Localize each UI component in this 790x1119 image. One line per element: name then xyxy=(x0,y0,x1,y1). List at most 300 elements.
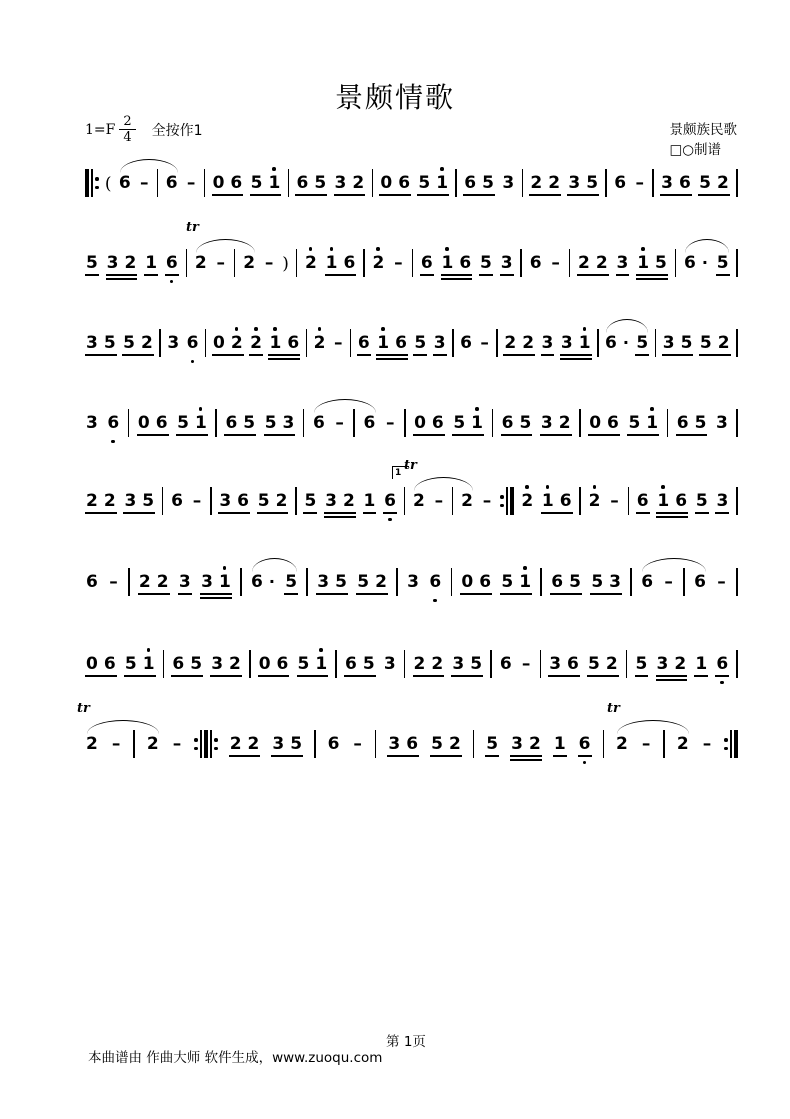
music-line-2 xyxy=(85,220,738,290)
barline xyxy=(452,329,454,357)
note-digit: 5 xyxy=(636,333,649,353)
octave-dot-above xyxy=(381,327,385,331)
octave-dot-below xyxy=(720,681,724,685)
note xyxy=(123,490,155,514)
note-digit: 0 xyxy=(258,654,271,674)
note-digit: 2 xyxy=(146,734,159,754)
barline xyxy=(204,169,206,197)
note-digit: 1 xyxy=(519,571,531,593)
note xyxy=(85,733,99,755)
note xyxy=(636,252,668,280)
octave-dot-above xyxy=(223,566,227,570)
music-line-4 xyxy=(85,386,738,450)
note xyxy=(178,571,192,595)
note xyxy=(683,252,709,274)
slur-arc xyxy=(685,239,729,253)
duration-dash: – xyxy=(111,734,121,754)
note xyxy=(510,733,542,761)
note xyxy=(529,252,543,274)
duration-dash: – xyxy=(610,491,619,511)
note-digit: 6 xyxy=(172,654,185,674)
note-digit: 6 xyxy=(551,572,564,592)
note-digit: 1 xyxy=(219,571,231,593)
slur-arc xyxy=(617,720,689,734)
note-digit: 1 xyxy=(471,412,483,434)
note xyxy=(303,490,317,514)
octave-dot-above xyxy=(523,566,527,570)
note xyxy=(171,653,203,677)
trill-mark: tr xyxy=(186,220,199,235)
octave-dot-below xyxy=(583,761,587,765)
note-digit: 3 xyxy=(716,413,728,433)
octave-dot-below xyxy=(191,360,195,364)
barline xyxy=(569,249,571,277)
note xyxy=(656,653,688,681)
note-digit: 6 xyxy=(605,333,617,353)
note-digit: 6 xyxy=(479,572,492,592)
note-digit: 2 xyxy=(229,654,241,674)
octave-dot-above xyxy=(273,327,277,331)
note xyxy=(324,490,356,518)
note-digit: 2 xyxy=(413,491,425,511)
note-digit: 6 xyxy=(431,413,444,433)
note xyxy=(165,252,179,276)
barline xyxy=(363,249,365,277)
duration-dash: – xyxy=(172,734,182,754)
note xyxy=(463,172,495,196)
barline xyxy=(240,568,242,596)
note xyxy=(699,332,731,356)
note-digit: 6 xyxy=(460,333,472,353)
note xyxy=(616,252,630,276)
note-digit: 6 xyxy=(86,572,98,592)
barline xyxy=(162,487,164,515)
barline xyxy=(163,650,165,678)
barline xyxy=(372,169,374,197)
note-digit: 3 xyxy=(388,734,401,754)
note-digit: 2 xyxy=(250,332,262,354)
note-digit: 2 xyxy=(352,173,365,193)
note-digit: 1 xyxy=(442,252,454,274)
note-digit: 2 xyxy=(521,490,533,512)
time-signature-numerator: 2 xyxy=(119,114,135,130)
note-digit: 0 xyxy=(589,413,602,433)
note xyxy=(695,490,709,514)
note-digit: 5 xyxy=(297,654,310,674)
note-digit: 6 xyxy=(225,413,238,433)
octave-dot-below xyxy=(170,280,174,284)
note xyxy=(344,653,376,677)
note-digit: 2 xyxy=(413,654,426,674)
music-line-8 xyxy=(77,701,738,771)
note-digit: 1 xyxy=(542,490,554,512)
duration-dash: – xyxy=(385,413,395,433)
octave-dot-above xyxy=(376,247,380,251)
note xyxy=(541,332,555,356)
note xyxy=(553,733,567,757)
note-digit: 5 xyxy=(680,333,693,353)
octave-dot-above xyxy=(199,407,203,411)
barline xyxy=(603,730,605,758)
note xyxy=(627,412,659,436)
note xyxy=(541,490,573,514)
barline xyxy=(295,487,297,515)
note-digit: 5 xyxy=(588,654,600,674)
note-digit: 3 xyxy=(106,253,119,273)
note xyxy=(548,653,580,677)
note-digit: 2 xyxy=(305,252,317,274)
note xyxy=(186,332,200,354)
song-title: 景颇情歌 xyxy=(334,81,455,114)
note xyxy=(693,571,707,593)
note-digit: 1 xyxy=(269,332,281,354)
note xyxy=(376,332,408,360)
note-digit: 2 xyxy=(717,333,730,353)
note-digit: 2 xyxy=(558,413,571,433)
octave-dot-above xyxy=(546,485,550,489)
barline xyxy=(128,568,130,596)
note-digit: 3 xyxy=(560,333,573,353)
note-digit: 5 xyxy=(519,413,532,433)
note-digit: 5 xyxy=(486,734,499,754)
barline xyxy=(205,329,207,357)
note xyxy=(138,571,170,595)
slur-arc xyxy=(252,558,297,572)
note-digit: 6 xyxy=(579,733,591,755)
barline xyxy=(630,568,632,596)
note-digit: 5 xyxy=(431,734,443,754)
note-digit: 2 xyxy=(342,491,355,511)
barline xyxy=(404,650,406,678)
note-digit: 6 xyxy=(529,253,542,273)
note xyxy=(146,733,160,755)
duration-dash: – xyxy=(551,253,560,273)
barline xyxy=(579,409,581,437)
repeat-sign xyxy=(194,730,218,758)
note-digit: 2 xyxy=(124,253,137,273)
note-digit: 2 xyxy=(373,252,385,274)
note xyxy=(420,252,434,276)
note xyxy=(257,490,289,514)
note-digit: 5 xyxy=(86,253,98,273)
note-digit: 3 xyxy=(272,734,285,754)
octave-dot-above xyxy=(650,407,654,411)
note xyxy=(715,412,729,434)
note-digit: 2 xyxy=(448,734,461,754)
octave-dot-above xyxy=(440,167,444,171)
note xyxy=(499,653,513,675)
note-digit: 2 xyxy=(589,490,601,512)
note-digit: 3 xyxy=(317,572,330,592)
note-digit: 0 xyxy=(380,173,393,193)
note-digit: 0 xyxy=(414,413,426,433)
repeat-sign xyxy=(85,169,99,197)
note xyxy=(567,172,599,196)
note xyxy=(479,252,493,276)
note-digit: 6 xyxy=(567,654,579,674)
barline xyxy=(540,650,542,678)
note-digit: 5 xyxy=(418,173,431,193)
note xyxy=(210,653,242,677)
note-digit: 2 xyxy=(141,333,153,353)
note xyxy=(229,733,261,757)
note-digit: 6 xyxy=(343,253,356,273)
note-digit: 6 xyxy=(395,333,407,353)
note xyxy=(85,412,99,434)
barline xyxy=(736,487,738,515)
note-digit: 3 xyxy=(86,333,98,353)
token-row xyxy=(85,332,738,360)
note xyxy=(560,332,592,360)
note-digit: 2 xyxy=(275,491,288,511)
token-row xyxy=(85,412,738,437)
note-digit: 5 xyxy=(250,173,263,193)
note-digit: 1 xyxy=(646,412,658,434)
note-digit: 5 xyxy=(243,413,256,433)
note-digit: 6 xyxy=(716,653,728,675)
note xyxy=(662,332,694,356)
note xyxy=(540,412,572,436)
barline xyxy=(303,409,305,437)
note-digit: 6 xyxy=(420,253,433,273)
barline xyxy=(628,487,630,515)
note xyxy=(503,332,535,356)
note-digit: 5 xyxy=(628,413,641,433)
note-digit: 2 xyxy=(674,654,687,674)
note xyxy=(413,332,427,356)
note xyxy=(165,172,179,194)
note-digit: 2 xyxy=(243,253,256,273)
note-digit: 2 xyxy=(431,654,444,674)
duration-dash: – xyxy=(394,253,403,273)
barline xyxy=(314,730,316,758)
note xyxy=(459,332,473,354)
note-digit: 2 xyxy=(717,173,729,193)
note xyxy=(363,490,377,514)
note xyxy=(615,733,629,755)
octave-dot-below xyxy=(111,440,115,444)
barline xyxy=(522,169,524,197)
barline xyxy=(375,730,377,758)
augmentation-dot: · xyxy=(701,253,708,272)
duration-dash: – xyxy=(641,734,651,754)
barline xyxy=(210,487,212,515)
note-digit: 6 xyxy=(103,654,116,674)
note xyxy=(218,490,250,514)
barline xyxy=(736,568,738,596)
note xyxy=(249,332,263,356)
note-digit: 2 xyxy=(676,734,689,754)
duration-dash: – xyxy=(664,572,673,592)
note-digit: 0 xyxy=(86,654,98,674)
note xyxy=(460,571,492,595)
octave-dot-above xyxy=(147,648,151,652)
note xyxy=(85,490,117,514)
note xyxy=(501,412,533,436)
note-digit: 6 xyxy=(406,734,419,754)
note-digit: 5 xyxy=(699,173,712,193)
note xyxy=(613,172,627,194)
note xyxy=(587,653,619,677)
note-digit: 2 xyxy=(86,491,98,511)
note-digit: 3 xyxy=(549,654,562,674)
note xyxy=(716,252,730,276)
augmentation-dot: · xyxy=(622,333,629,352)
note-digit: 2 xyxy=(86,734,98,754)
note-digit: 6 xyxy=(459,253,472,273)
note-digit: 3 xyxy=(662,333,675,353)
key-signature: 1=F xyxy=(85,121,116,138)
note-digit: 1 xyxy=(637,252,649,274)
note-digit: 3 xyxy=(656,654,669,674)
note xyxy=(268,332,300,360)
note-digit: 5 xyxy=(501,572,514,592)
note xyxy=(636,490,650,514)
duration-dash: – xyxy=(434,491,444,511)
note-digit: 1 xyxy=(436,172,448,194)
note-digit: 3 xyxy=(86,413,98,433)
note-digit: 2 xyxy=(194,253,207,273)
note xyxy=(387,733,419,757)
barline xyxy=(452,487,454,515)
note xyxy=(242,252,256,274)
credit-transcriber: □○制谱 xyxy=(669,142,722,158)
note-digit: 5 xyxy=(586,173,599,193)
note-digit: 6 xyxy=(501,413,514,433)
note-digit: 5 xyxy=(290,734,303,754)
note-digit: 6 xyxy=(429,571,441,593)
barline xyxy=(736,249,738,277)
note-digit: 3 xyxy=(334,173,347,193)
note xyxy=(500,252,514,276)
note-digit: 3 xyxy=(211,654,224,674)
note-digit: 6 xyxy=(675,491,688,511)
note-digit: 3 xyxy=(167,333,180,353)
octave-dot-above xyxy=(583,327,587,331)
barline xyxy=(683,568,685,596)
token-row xyxy=(85,490,738,518)
note-digit: 1 xyxy=(268,172,280,194)
barline xyxy=(306,568,308,596)
note xyxy=(372,252,386,274)
barline xyxy=(496,329,498,357)
note xyxy=(656,490,688,518)
note-digit: 6 xyxy=(641,572,654,592)
note-digit: 5 xyxy=(124,654,137,674)
note-digit: 1 xyxy=(657,490,669,512)
slur-paren: ) xyxy=(282,254,289,274)
note-digit: 5 xyxy=(482,173,494,193)
token-row xyxy=(85,172,738,197)
note xyxy=(501,172,515,194)
note xyxy=(316,571,348,595)
page-number: 第 1页 xyxy=(386,1034,426,1050)
note-digit: 3 xyxy=(540,413,553,433)
note xyxy=(676,733,690,755)
note xyxy=(604,332,630,354)
duration-dash: – xyxy=(335,413,344,433)
note-digit: 1 xyxy=(143,653,155,675)
note-digit: 5 xyxy=(257,491,270,511)
note-digit: 5 xyxy=(694,413,707,433)
note xyxy=(212,332,244,356)
octave-dot-below xyxy=(388,518,392,522)
duration-dash: – xyxy=(264,253,274,273)
barline xyxy=(157,169,159,197)
octave-dot-above xyxy=(254,327,258,331)
barline xyxy=(128,409,130,437)
note-digit: 6 xyxy=(357,333,370,353)
note-digit: 5 xyxy=(569,572,581,592)
note-digit: 2 xyxy=(138,572,151,592)
note-digit: 6 xyxy=(694,572,706,592)
note xyxy=(577,252,609,276)
slur-paren: ( xyxy=(104,174,112,194)
note xyxy=(588,490,602,512)
note-digit: 6 xyxy=(398,173,411,193)
note xyxy=(383,653,397,675)
barline xyxy=(288,169,290,197)
fingering-note: 全按作1 xyxy=(151,122,203,139)
note xyxy=(357,332,371,356)
time-signature xyxy=(119,114,135,145)
note-digit: 5 xyxy=(655,253,667,273)
barline xyxy=(396,568,398,596)
octave-dot-above xyxy=(475,407,479,411)
note-digit: 2 xyxy=(530,173,543,193)
note-digit: 5 xyxy=(716,253,729,273)
note xyxy=(430,733,462,757)
note xyxy=(284,571,298,595)
note xyxy=(194,252,208,274)
note-digit: 1 xyxy=(195,412,207,434)
note-digit: 2 xyxy=(314,332,326,354)
note xyxy=(118,172,132,194)
slur-arc xyxy=(120,159,178,173)
barline xyxy=(736,329,738,357)
duration-dash: – xyxy=(140,173,149,193)
note xyxy=(715,653,729,677)
note-digit: 6 xyxy=(636,491,649,511)
slur-arc xyxy=(414,477,473,491)
octave-dot-above xyxy=(445,247,449,251)
slur-arc xyxy=(314,399,376,413)
note-digit: 1 xyxy=(326,252,338,274)
note xyxy=(578,733,592,757)
note-digit: 6 xyxy=(165,173,178,193)
music-line-1 xyxy=(85,146,738,210)
note-digit: 6 xyxy=(276,654,289,674)
note-digit: 3 xyxy=(716,491,729,511)
octave-dot-above xyxy=(661,485,665,489)
note-digit: 6 xyxy=(684,253,696,273)
note-digit: 2 xyxy=(229,734,242,754)
note xyxy=(590,571,622,595)
barline xyxy=(655,329,657,357)
note xyxy=(441,252,473,280)
note-digit: 5 xyxy=(357,572,370,592)
note-digit: 3 xyxy=(616,253,629,273)
slur-arc xyxy=(196,239,255,253)
note-digit: 1 xyxy=(579,332,591,354)
note-digit: 5 xyxy=(123,333,136,353)
note xyxy=(106,412,120,434)
barline xyxy=(350,329,352,357)
barline xyxy=(215,409,217,437)
note xyxy=(417,172,449,196)
note xyxy=(676,412,708,436)
repeat-sign xyxy=(724,730,738,758)
